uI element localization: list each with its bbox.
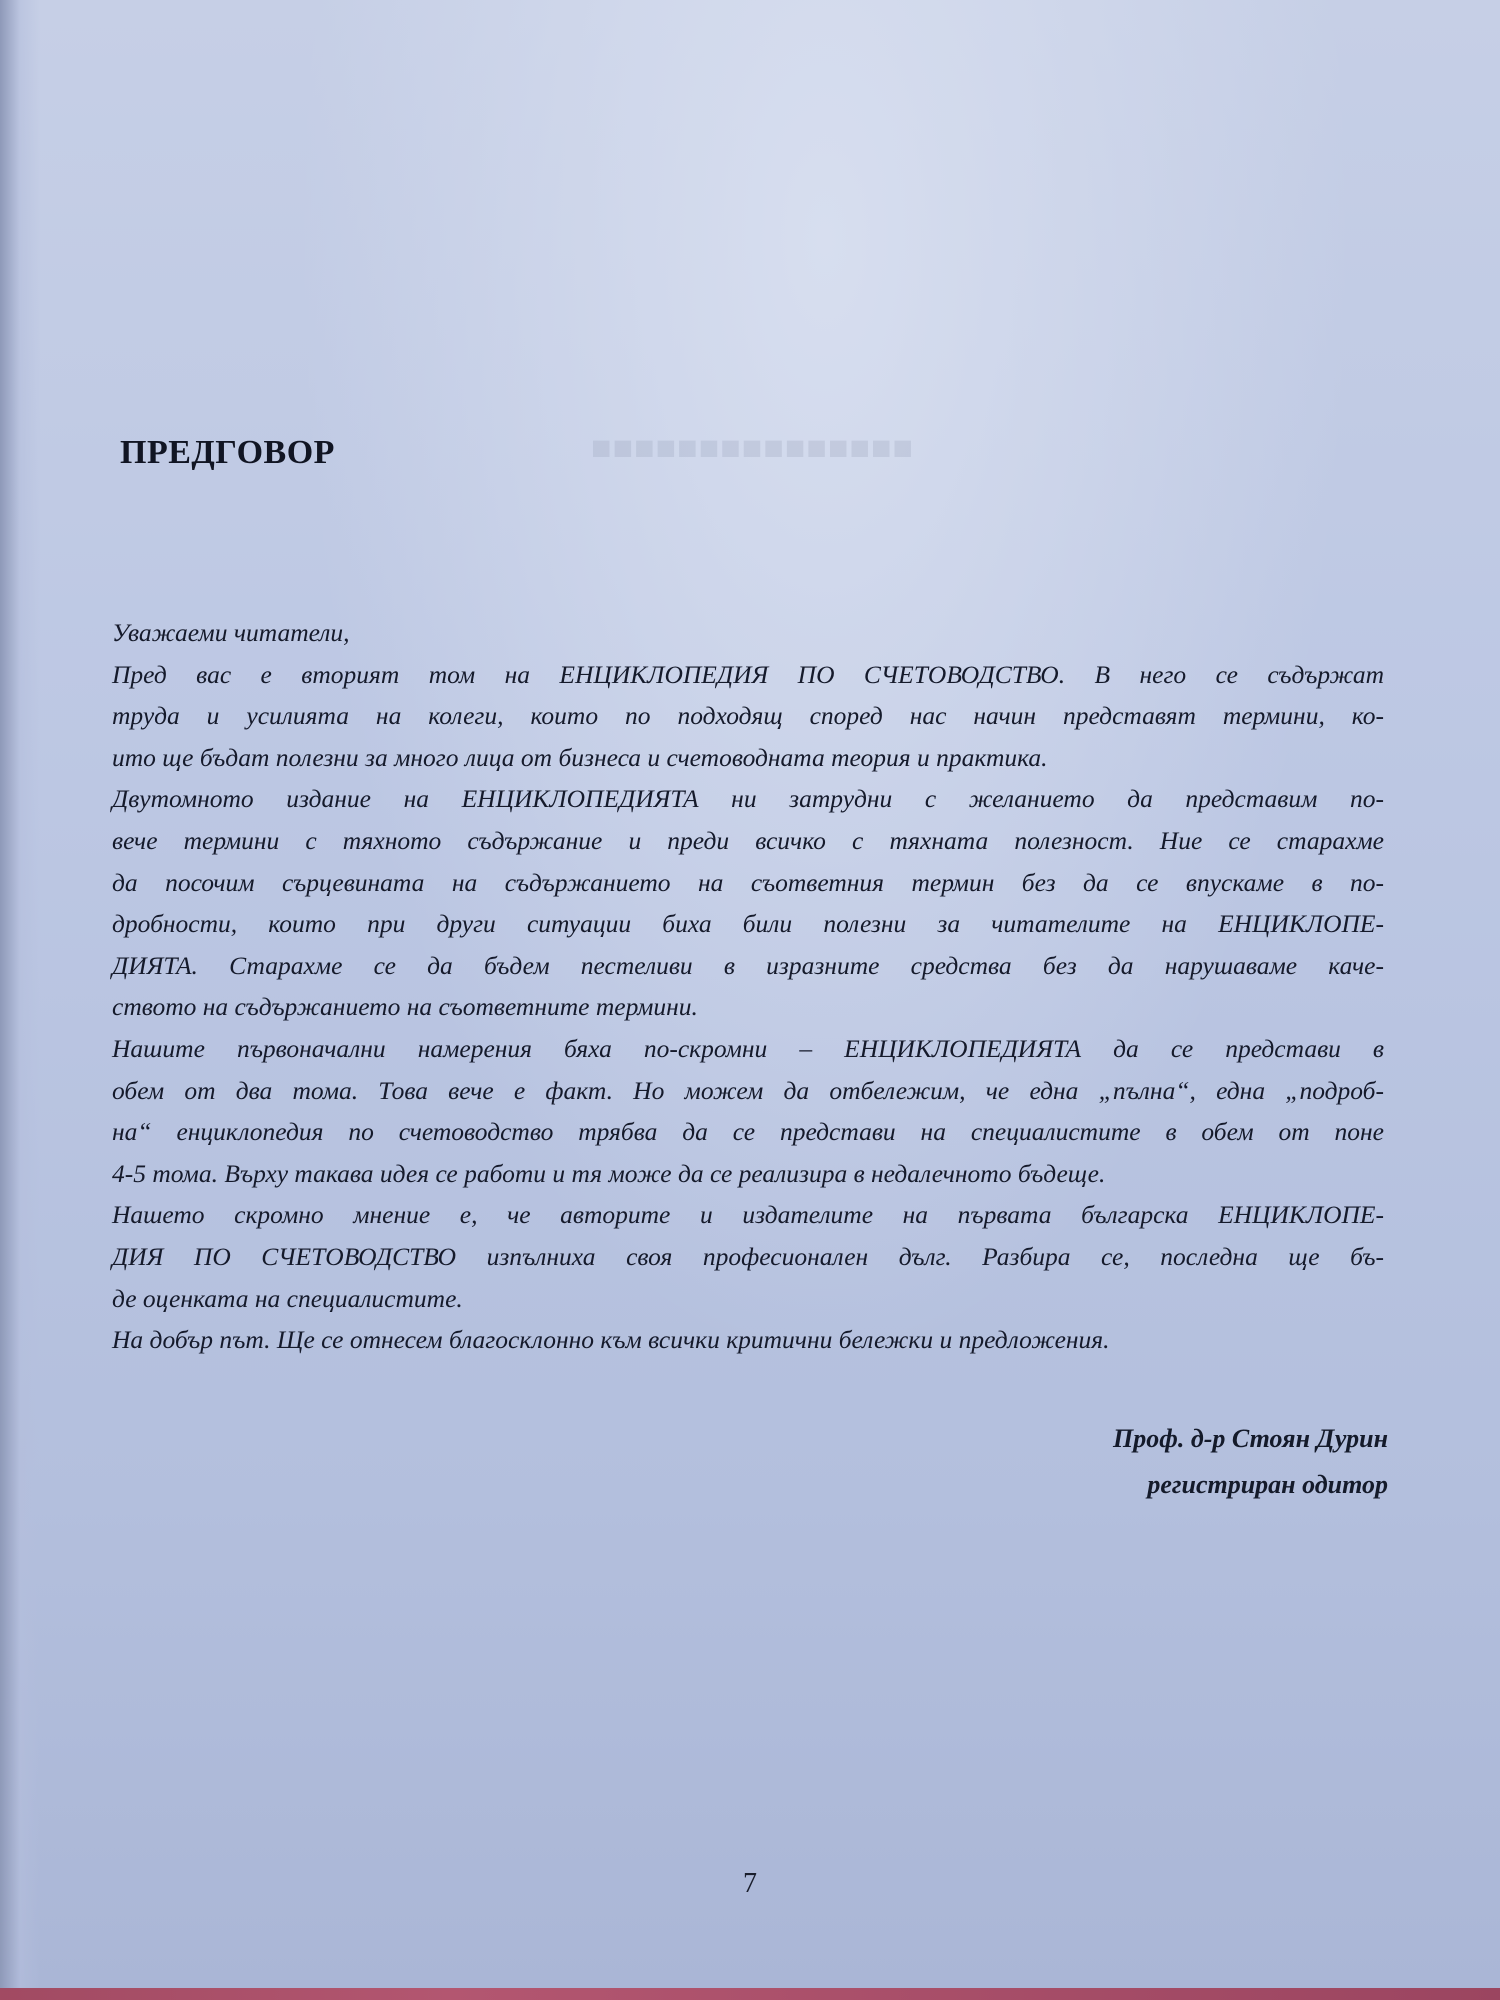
body-line: дробности, които при други ситуации биха били полезни за читателите на ЕНЦИКЛОПЕ- bbox=[112, 909, 1384, 939]
signature-block bbox=[1113, 1416, 1388, 1508]
page-title: ПРЕДГОВОР bbox=[120, 434, 335, 471]
body-line: труда и усилията на колеги, които по подходящ според нас начин представят термини, ко- bbox=[112, 701, 1384, 731]
body-line: Нашите първоначални намерения бяха по-скромни – ЕНЦИКЛОПЕДИЯТА да се представи в bbox=[112, 1033, 1384, 1063]
body-line: Нашето скромно мнение е, че авторите и издателите на първата българска ЕНЦИКЛОПЕ- bbox=[112, 1200, 1384, 1230]
body-line: Двутомното издание на ЕНЦИКЛОПЕДИЯТА ни затрудни с желанието да представим по- bbox=[112, 784, 1384, 814]
body-line: ДИЯТА. Старахме се да бъдем пестеливи в изразните средства без да нарушаваме каче- bbox=[112, 950, 1384, 980]
page-number: 7 bbox=[743, 1868, 757, 1899]
body-line: обем от два тома. Това вече е факт. Но можем да отбележим, че една „пълна“, една „подроб- bbox=[112, 1075, 1384, 1105]
body-line: Пред вас е вторият том на ЕНЦИКЛОПЕДИЯ ПО СЧЕТОВОДСТВО. В него се съдържат bbox=[112, 659, 1384, 689]
show-through-text: ■■■■■■■■■■■■■■■ bbox=[590, 430, 914, 467]
body-line: де оценката на специалистите. bbox=[112, 1283, 463, 1313]
body-line: На добър път. Ще се отнесем благосклонно към всички критични бележки и предложения. bbox=[112, 1325, 1110, 1355]
greeting-line: Уважаеми читатели, bbox=[112, 618, 350, 647]
body-line: ДИЯ ПО СЧЕТОВОДСТВО изпълниха своя професионален дълг. Разбира се, последна ще бъ- bbox=[112, 1241, 1384, 1271]
body-line: на“ енциклопедия по счетоводство трябва да се представи на специалистите в обем от поне bbox=[112, 1117, 1384, 1147]
signature-name: Проф. д-р Стоян Дурин bbox=[1113, 1424, 1388, 1453]
preface-body bbox=[112, 612, 1384, 1361]
body-line: да посочим сърцевината на съдържанието на съответния термин без да се впускаме в по- bbox=[112, 867, 1384, 897]
body-line: вече термини с тяхното съдържание и преди всичко с тяхната полезност. Ние се старахме bbox=[112, 825, 1384, 855]
body-line: ството на съдържанието на съответните термини. bbox=[112, 992, 698, 1022]
body-line: 4-5 тома. Върху такава идея се работи и тя може да се реализира в недалечното бъдеще. bbox=[112, 1158, 1106, 1188]
body-line: ито ще бъдат полезни за много лица от бизнеса и счетоводната теория и практика. bbox=[112, 742, 1048, 772]
signature-position: регистриран одитор bbox=[1147, 1470, 1388, 1499]
